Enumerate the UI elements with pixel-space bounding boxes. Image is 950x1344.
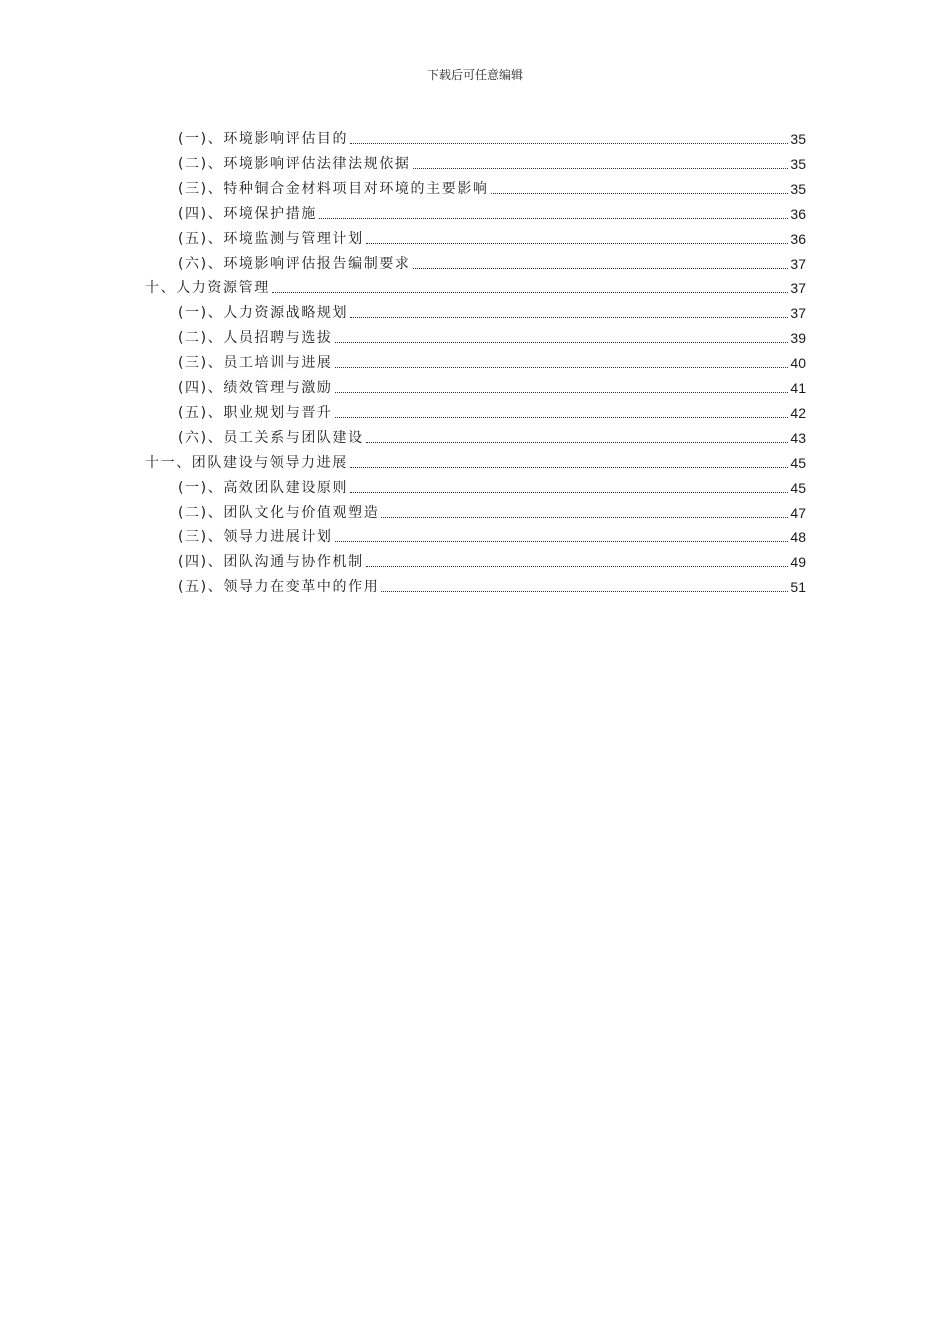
toc-entry-page-number: 51	[790, 579, 806, 595]
toc-entry-page-number: 49	[790, 554, 806, 570]
toc-entry-page-number: 35	[790, 131, 806, 147]
toc-dot-leader	[366, 441, 789, 443]
toc-entry-title: (一)、环境影响评估目的	[178, 131, 349, 147]
toc-entry-title: (四)、团队沟通与协作机制	[178, 554, 364, 570]
toc-dot-leader	[335, 391, 789, 393]
toc-entry-title: (一)、高效团队建设原则	[178, 480, 349, 496]
toc-entry-page-number: 43	[790, 430, 806, 446]
toc-chapter-entry[interactable]	[145, 277, 806, 297]
toc-entry-page-number: 45	[790, 455, 806, 471]
toc-entry-page-number: 40	[790, 355, 806, 371]
toc-dot-leader	[335, 540, 789, 542]
toc-entry-title: (六)、员工关系与团队建设	[178, 430, 364, 446]
toc-entry-page-number: 47	[790, 505, 806, 521]
toc-dot-leader	[381, 590, 788, 592]
toc-chapter-entry[interactable]	[145, 452, 806, 472]
toc-entry-page-number: 37	[790, 305, 806, 321]
toc-entry-title: 十一、团队建设与领导力进展	[145, 455, 348, 471]
toc-dot-leader	[366, 565, 789, 567]
toc-dot-leader	[335, 341, 789, 343]
toc-entry-page-number: 35	[790, 156, 806, 172]
toc-entry-page-number: 42	[790, 405, 806, 421]
toc-section-entry[interactable]	[178, 402, 806, 422]
toc-section-entry[interactable]	[178, 477, 806, 497]
toc-dot-leader	[335, 366, 789, 368]
toc-section-entry[interactable]	[178, 153, 806, 173]
toc-section-entry[interactable]	[178, 203, 806, 223]
toc-section-entry[interactable]	[178, 551, 806, 571]
toc-entry-title: 十、人力资源管理	[145, 280, 270, 296]
toc-entry-title: (二)、团队文化与价值观塑造	[178, 505, 380, 521]
toc-dot-leader	[350, 491, 788, 493]
toc-section-entry[interactable]	[178, 427, 806, 447]
toc-section-entry[interactable]	[178, 128, 806, 148]
toc-section-entry[interactable]	[178, 178, 806, 198]
toc-entry-title: (五)、领导力在变革中的作用	[178, 579, 380, 595]
toc-section-entry[interactable]	[178, 228, 806, 248]
toc-section-entry[interactable]	[178, 253, 806, 273]
toc-entry-title: (五)、职业规划与晋升	[178, 405, 333, 421]
toc-entry-page-number: 39	[790, 330, 806, 346]
toc-dot-leader	[491, 192, 789, 194]
toc-entry-title: (六)、环境影响评估报告编制要求	[178, 256, 411, 272]
toc-section-entry[interactable]	[178, 576, 806, 596]
toc-dot-leader	[350, 316, 788, 318]
toc-entry-page-number: 37	[790, 256, 806, 272]
toc-entry-title: (三)、特种铜合金材料项目对环境的主要影响	[178, 181, 489, 197]
toc-entry-title: (五)、环境监测与管理计划	[178, 231, 364, 247]
toc-section-entry[interactable]	[178, 302, 806, 322]
toc-dot-leader	[350, 142, 788, 144]
toc-entry-title: (四)、绩效管理与激励	[178, 380, 333, 396]
toc-section-entry[interactable]	[178, 352, 806, 372]
toc-dot-leader	[319, 217, 788, 219]
toc-entry-title: (三)、员工培训与进展	[178, 355, 333, 371]
toc-entry-page-number: 48	[790, 529, 806, 545]
toc-entry-page-number: 37	[790, 280, 806, 296]
toc-entry-page-number: 41	[790, 380, 806, 396]
toc-entry-title: (二)、人员招聘与选拔	[178, 330, 333, 346]
toc-dot-leader	[413, 267, 789, 269]
toc-section-entry[interactable]	[178, 502, 806, 522]
toc-dot-leader	[350, 466, 789, 468]
toc-entry-title: (三)、领导力进展计划	[178, 529, 333, 545]
toc-dot-leader	[413, 167, 789, 169]
toc-section-entry[interactable]	[178, 377, 806, 397]
toc-entry-title: (一)、人力资源战略规划	[178, 305, 349, 321]
toc-dot-leader	[272, 291, 789, 293]
toc-entry-title: (四)、环境保护措施	[178, 206, 317, 222]
page-header-note: 下载后可任意编辑	[426, 68, 523, 82]
toc-dot-leader	[366, 242, 789, 244]
toc-entry-page-number: 36	[790, 231, 806, 247]
toc-entry-page-number: 36	[790, 206, 806, 222]
toc-dot-leader	[381, 516, 788, 518]
toc-entry-page-number: 45	[790, 480, 806, 496]
toc-section-entry[interactable]	[178, 526, 806, 546]
toc-dot-leader	[335, 416, 789, 418]
toc-section-entry[interactable]	[178, 327, 806, 347]
toc-entry-page-number: 35	[790, 181, 806, 197]
toc-entry-title: (二)、环境影响评估法律法规依据	[178, 156, 411, 172]
